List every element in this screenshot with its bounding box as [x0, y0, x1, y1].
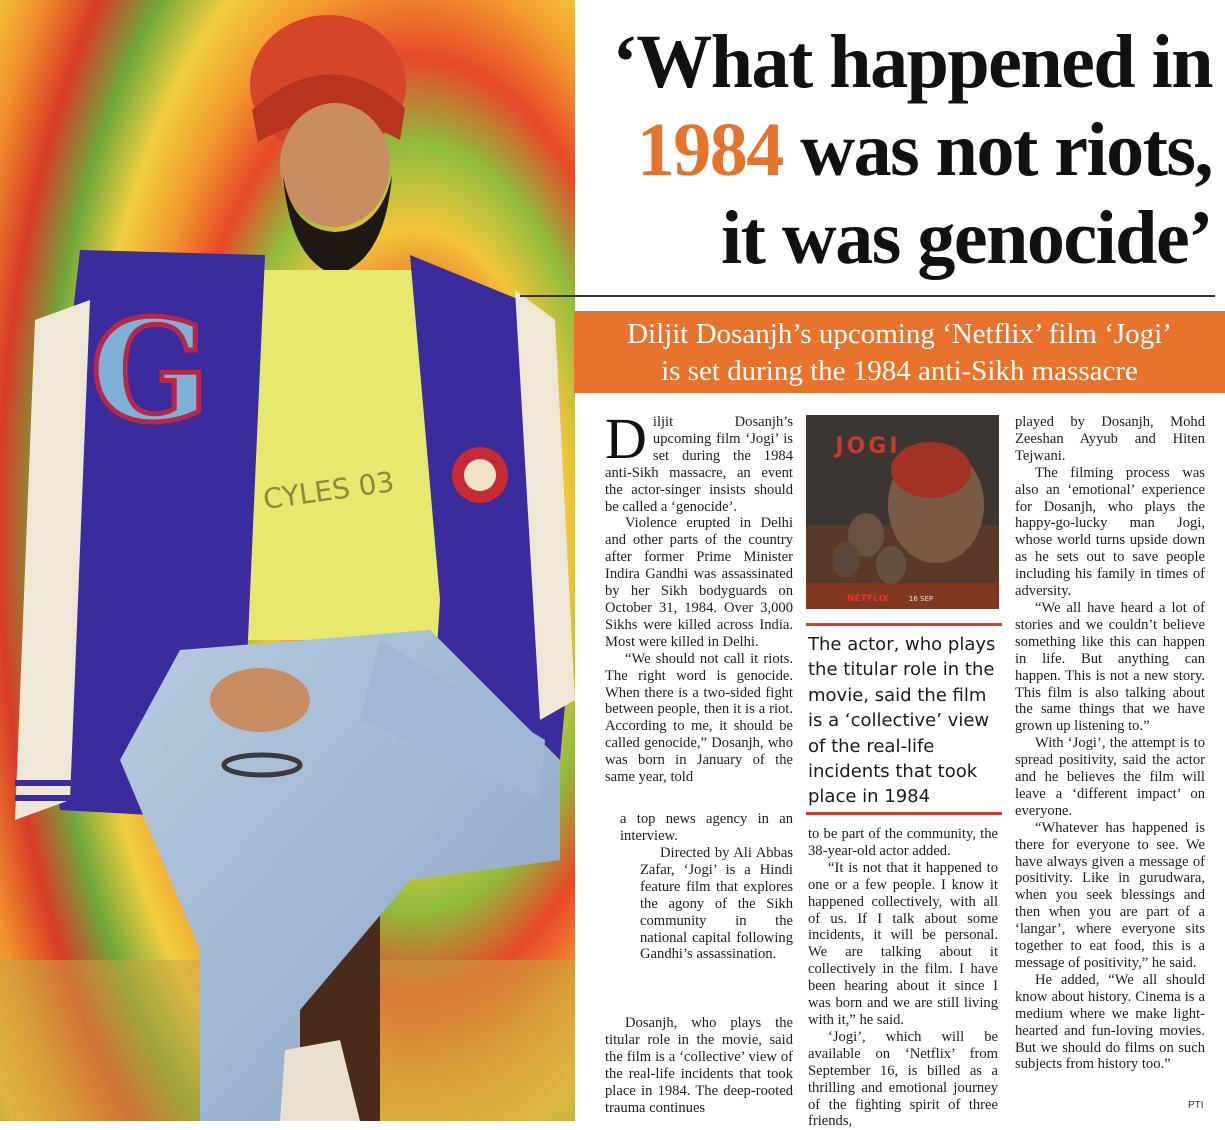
article-column-1-bottom: [605, 1015, 793, 1116]
drop-cap: D: [605, 406, 647, 471]
headline-year: 1984: [636, 108, 783, 192]
article-paragraph: Dosanjh, who plays the titular role in the movie, said the film is a ‘collective’ view of the real-life incidents that took place in 1984. The deep-rooted trauma continues: [605, 1015, 793, 1116]
headline-line-1: ‘What happened in: [612, 20, 1212, 104]
article-paragraph: Diljit Dosanjh’s upcoming film ‘Jogi’ is set during the 1984 anti-Sikh massacre, an event the actor-singer insists should be called a ‘genocide’.: [605, 406, 793, 515]
headline: [580, 18, 1212, 282]
actor-photo: [0, 0, 575, 1121]
article-paragraph-continued: a top news agency in an interview.: [620, 811, 793, 844]
article-paragraph: “Whatever has happened is there for everyone to see. We have always given a message of positivity. Like in gurudwara, when you seek blessings and then when you are part of a ‘langar’, where everyone sits together to eat food, this is a message of positivity,” he said.: [1015, 819, 1205, 971]
banner-line-1: Diljit Dosanjh’s upcoming ‘Netflix’ film ‘Jogi’: [627, 318, 1172, 350]
article-column-1-narrow: [640, 845, 793, 963]
article-paragraph: With ‘Jogi’, the attempt is to spread positivity, said the actor and he believes the film will leave a ‘different impact’ on everyone.: [1015, 735, 1205, 819]
article-paragraph: ‘Jogi’, which will be available on ‘Netflix’ from September 16, is billed as a thrilling and emotional journey of the fighting spirit of three friends,: [808, 1028, 998, 1130]
article-paragraph: played by Dosanjh, Mohd Zeeshan Ayyub and Hiten Tejwani.: [1015, 414, 1205, 464]
article-column-3: [1015, 414, 1205, 1073]
article-paragraph: He added, “We all should know about history. Cinema is a medium where we make light-hearted and fun-loving movies. But we should do films on such subjects from history too.”: [1015, 971, 1205, 1073]
article-column-2: [808, 826, 998, 1130]
film-poster: [806, 415, 999, 609]
article-paragraph: “We all have heard a lot of stories and we couldn’t believe something like this can happen in life. But anything can happen. This is not a new story. This film is also talking about the same things that we have grown up listening to.”: [1015, 599, 1205, 735]
article-paragraph: to be part of the community, the 38-year-old actor added.: [808, 826, 998, 859]
agency-credit: PTI: [1188, 1100, 1204, 1111]
article-paragraph: Violence erupted in Delhi and other parts of the country after former Prime Minister Indira Gandhi was assassinated by her Sikh bodyguards on October 31, 1984. Over 3,000 Sikhs were killed across India. Most were killed in Delhi.: [605, 515, 793, 650]
poster-date: 16 SEP: [908, 595, 934, 603]
article-column-1: [605, 406, 793, 786]
headline-rule: [520, 295, 1215, 297]
poster-title: JOGI: [835, 434, 901, 459]
article-paragraph: “It is not that it happened to one or a few people. I know it happened collectively, with all of us. If I talk about some incidents, it will be personal. We are talking about it collectively in the film. I have been hearing about it since I was born and we are still living with it,” he said.: [808, 859, 998, 1028]
pull-quote: The actor, who plays the titular role in the movie, said the film is a ‘collective’ view of the real-life incidents that took place in 1984: [806, 623, 1002, 815]
subheadline-banner: [574, 311, 1225, 393]
article-paragraph: “We should not call it riots. The right word is genocide. When there is a two-sided fight between people, then it is a riot. According to me, it should be called genocide,” Dosanjh, who was born in January of the same year, told: [605, 650, 793, 786]
banner-line-2: is set during the 1984 anti-Sikh massacre: [661, 355, 1138, 387]
article-paragraph: The filming process was also an ‘emotional’ experience for Dosanjh, who plays the happy-go-lucky man Jogi, whose world turns upside down as he sets out to save people including his family in times of adversity.: [1015, 464, 1205, 600]
headline-line-2: was not riots,: [782, 108, 1212, 192]
jacket-letter: G: [90, 290, 210, 454]
headline-line-3: it was genocide’: [720, 196, 1212, 280]
article-paragraph: Directed by Ali Abbas Zafar, ‘Jogi’ is a Hindi feature film that explores the agony of the Sikh community in the national capital following Gandhi’s assassination.: [640, 845, 793, 963]
article-column-1-wrap: [620, 811, 793, 845]
poster-netflix: NETFLIX: [847, 594, 889, 604]
svg-text:CYLES 03: CYLES 03: [261, 465, 397, 517]
